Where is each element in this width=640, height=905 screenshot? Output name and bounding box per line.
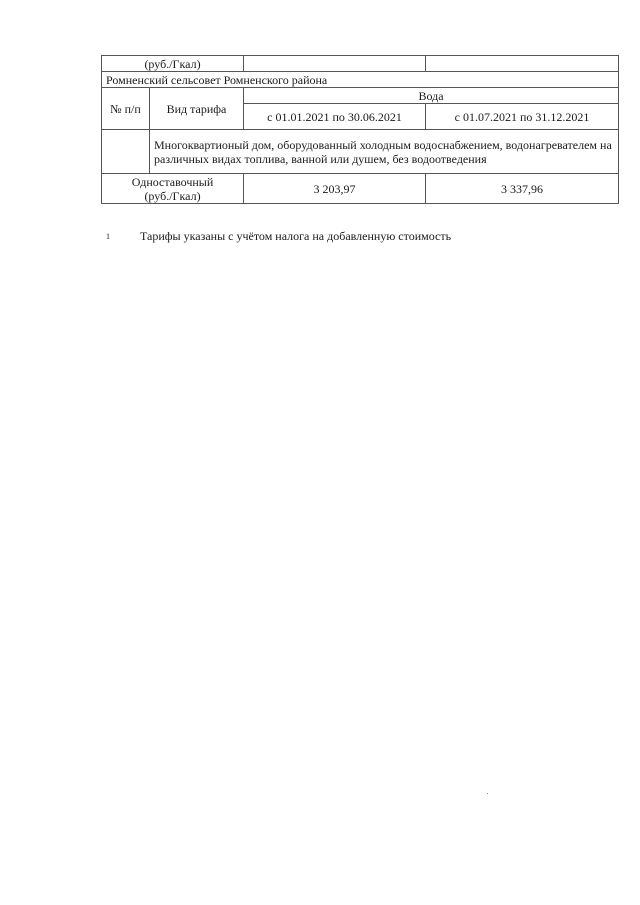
section-title: Ромненский сельсовет Ромненского района — [102, 72, 619, 88]
tariff-table — [101, 55, 619, 204]
footnote-text: Тарифы указаны с учётом налога на добавленную стоимость — [140, 229, 452, 243]
empty-cell — [102, 130, 150, 174]
empty-cell — [426, 56, 619, 72]
value-period-2: 3 337,96 — [426, 174, 619, 204]
tariff-label: Одноставочный — [131, 174, 214, 189]
table-row-description — [102, 130, 619, 174]
header-tariff-type: Вид тарифа — [150, 88, 244, 130]
header-number: № п/п — [102, 88, 150, 130]
table-row-continued — [102, 56, 619, 72]
footnote-mark: 1 — [106, 232, 110, 241]
tariff-cell — [102, 174, 244, 204]
scan-speck — [487, 793, 488, 794]
unit-cell: (руб./Гкал) — [102, 56, 244, 72]
header-period-1: с 01.01.2021 по 30.06.2021 — [244, 104, 426, 130]
tariff-unit: (руб./Гкал) — [144, 188, 201, 203]
table-row — [102, 174, 619, 204]
empty-cell — [244, 56, 426, 72]
header-period-2: с 01.07.2021 по 31.12.2021 — [426, 104, 619, 130]
description-cell: Многоквартионый дом, оборудованный холодным водоснабжением, водонагревателем на различных видах топлива, ванной или душем, без водоотведения — [150, 130, 619, 174]
header-water: Вода — [244, 88, 619, 104]
table-row-section — [102, 72, 619, 88]
table-header-row — [102, 88, 619, 104]
value-period-1: 3 203,97 — [244, 174, 426, 204]
